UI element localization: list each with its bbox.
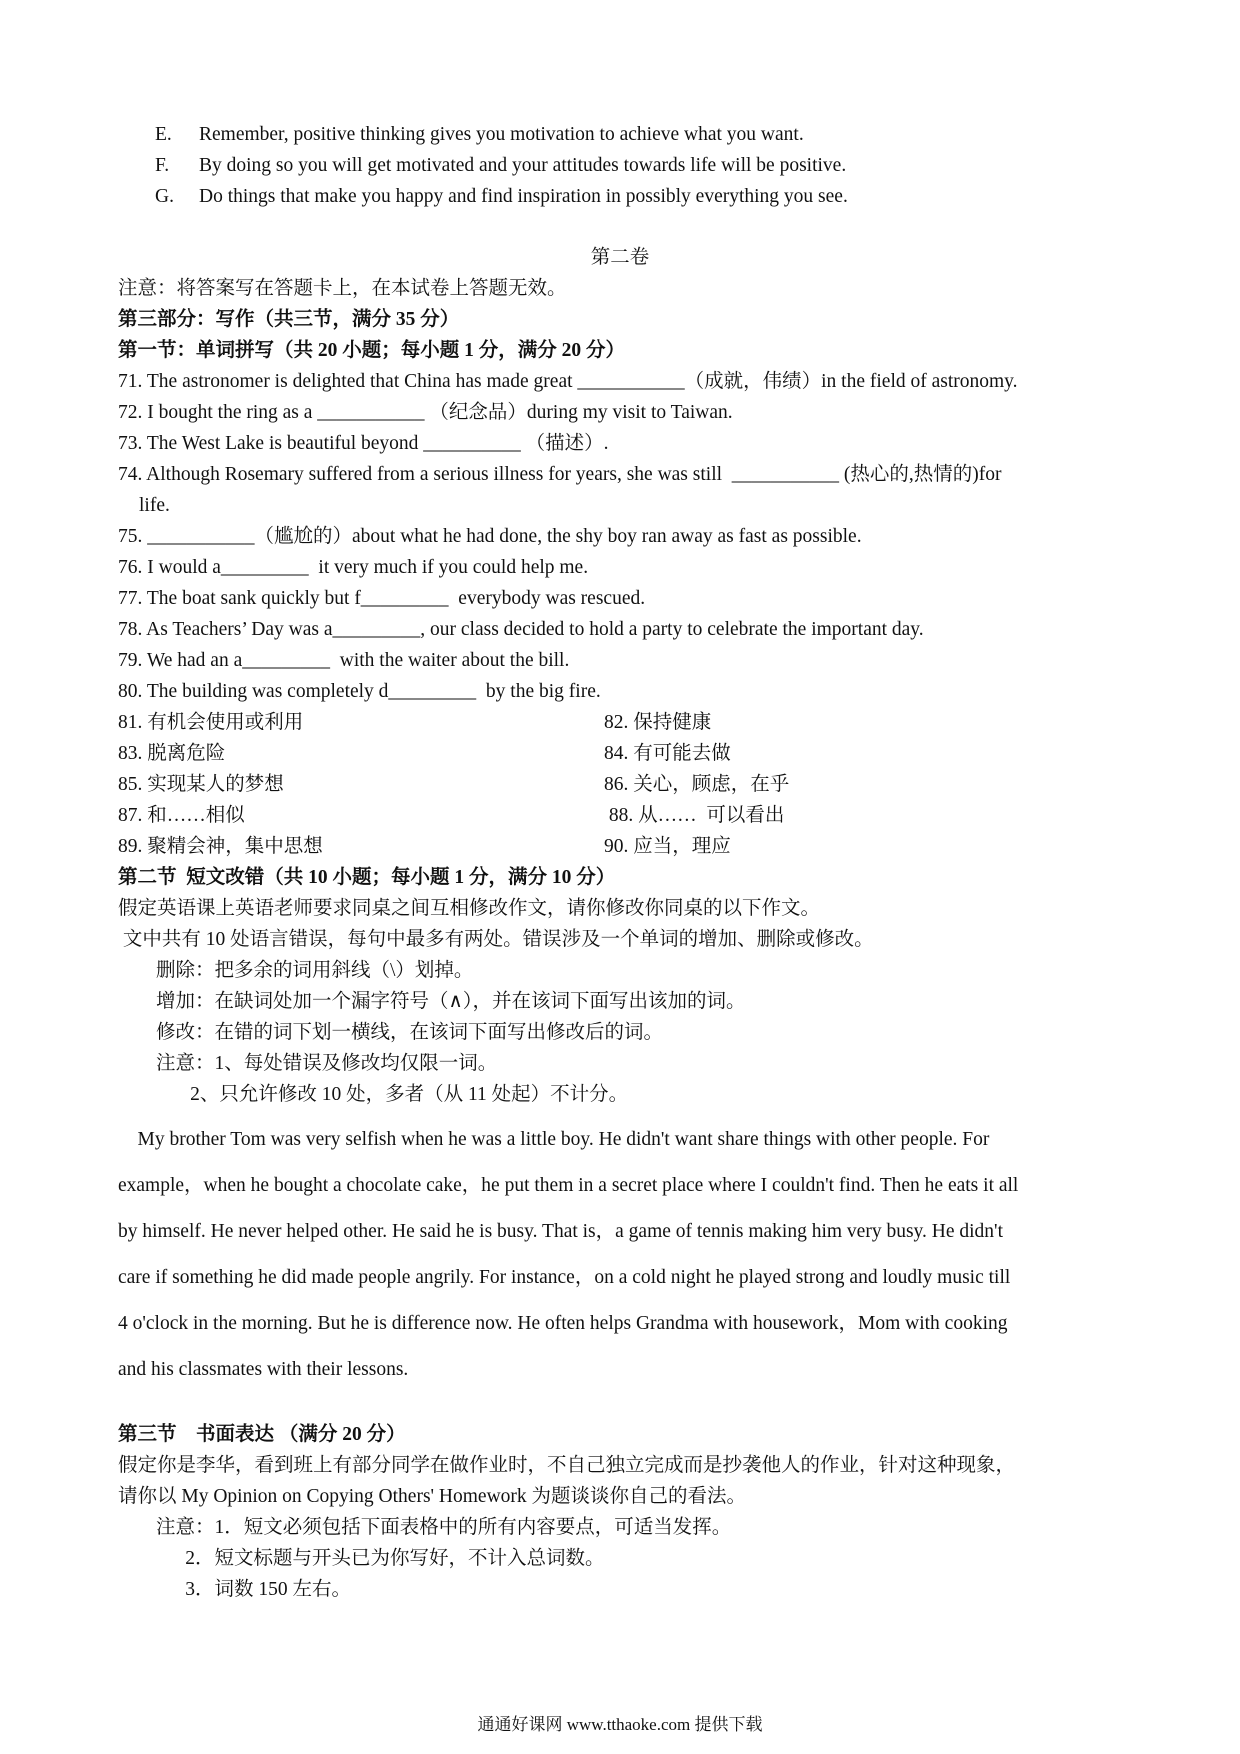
section1-title: 第一节：单词拼写（共 20 小题；每小题 1 分，满分 20 分） <box>118 340 626 361</box>
question-80: 80. The building was completely d_________ by the big fire. <box>118 681 601 702</box>
part3-title: 第三部分：写作（共三节，满分 35 分） <box>118 309 460 330</box>
option-g-text: Do things that make you happy and find inspiration in possibly everything you see. <box>199 186 848 207</box>
section2-intro-1: 假定英语课上英语老师要求同桌之间互相修改作文，请你修改你同桌的以下作文。 <box>118 898 821 919</box>
question-71: 71. The astronomer is delighted that China has made great ___________（成就，伟绩）in the field of astronomy. <box>118 371 1018 392</box>
phrase-84: 84. 有可能去做 <box>604 743 731 764</box>
phrase-86: 86. 关心，顾虑，在乎 <box>604 774 790 795</box>
volume-title: 第二卷 <box>590 247 650 268</box>
passage-line-1: My brother Tom was very selfish when he was a little boy. He didn't want share things with other people. For <box>118 1129 990 1150</box>
phrase-82: 82. 保持健康 <box>604 712 712 733</box>
option-f-letter: F. <box>155 155 170 176</box>
writing-note-3: 3．词数 150 左右。 <box>156 1579 352 1600</box>
option-g-letter: G. <box>155 186 174 207</box>
question-72: 72. I bought the ring as a ___________ （纪念品）during my visit to Taiwan. <box>118 402 733 423</box>
question-75: 75. ___________（尴尬的）about what he had done, the shy boy ran away as fast as possible. <box>118 526 862 547</box>
answer-notice: 注意：将答案写在答题卡上，在本试卷上答题无效。 <box>118 278 567 299</box>
passage-line-6: and his classmates with their lessons. <box>118 1359 409 1380</box>
phrase-87: 87. 和……相似 <box>118 805 245 826</box>
phrase-81: 81. 有机会使用或利用 <box>118 712 304 733</box>
writing-note-1: 注意：1．短文必须包括下面表格中的所有内容要点，可适当发挥。 <box>156 1517 732 1538</box>
phrase-90: 90. 应当，理应 <box>604 836 731 857</box>
rule-delete: 删除：把多余的词用斜线（\）划掉。 <box>156 960 474 981</box>
passage-line-2: example，when he bought a chocolate cake，he put them in a secret place where I couldn't find. Then he eats it all <box>118 1175 1019 1196</box>
option-e-text: Remember, positive thinking gives you motivation to achieve what you want. <box>199 124 804 145</box>
phrase-83: 83. 脱离危险 <box>118 743 226 764</box>
section3-title: 第三节 书面表达 （满分 20 分） <box>118 1424 406 1445</box>
question-74-cont: life. <box>139 495 170 516</box>
option-e-letter: E. <box>155 124 172 145</box>
passage-line-3: by himself. He never helped other. He said he is busy. That is，a game of tennis making him very busy. He didn't <box>118 1221 1003 1242</box>
question-79: 79. We had an a_________ with the waiter about the bill. <box>118 650 570 671</box>
question-73: 73. The West Lake is beautiful beyond __________ （描述）. <box>118 433 609 454</box>
question-76: 76. I would a_________ it very much if you could help me. <box>118 557 589 578</box>
rule-add: 增加：在缺词处加一个漏字符号（∧），并在该词下面写出该加的词。 <box>156 991 746 1012</box>
passage-line-5: 4 o'clock in the morning. But he is difference now. He often helps Grandma with housework，Mom with cooking <box>118 1313 1008 1334</box>
phrase-88: 88. 从…… 可以看出 <box>604 805 785 826</box>
question-77: 77. The boat sank quickly but f_________ everybody was rescued. <box>118 588 646 609</box>
phrase-85: 85. 实现某人的梦想 <box>118 774 284 795</box>
download-footer: 通通好课网 www.tthaoke.com 提供下载 <box>477 1715 763 1734</box>
section3-intro-1: 假定你是李华，看到班上有部分同学在做作业时，不自己独立完成而是抄袭他人的作业，针对这种现象， <box>118 1455 1016 1476</box>
rule-note-1: 注意：1、每处错误及修改均仅限一词。 <box>156 1053 498 1074</box>
section2-intro-2: 文中共有 10 处语言错误，每句中最多有两处。错误涉及一个单词的增加、删除或修改。 <box>118 929 874 950</box>
passage-line-4: care if something he did made people angrily. For instance，on a cold night he played strong and loudly music till <box>118 1267 1011 1288</box>
question-78: 78. As Teachers’ Day was a_________, our class decided to hold a party to celebrate the important day. <box>118 619 924 640</box>
section2-title: 第二节 短文改错（共 10 小题；每小题 1 分，满分 10 分） <box>118 867 616 888</box>
rule-note-2: 2、只允许修改 10 处，多者（从 11 处起）不计分。 <box>156 1084 629 1105</box>
section3-intro-2: 请你以 My Opinion on Copying Others' Homework 为题谈谈你自己的看法。 <box>118 1486 747 1507</box>
phrase-89: 89. 聚精会神，集中思想 <box>118 836 323 857</box>
option-f-text: By doing so you will get motivated and your attitudes towards life will be positive. <box>199 155 847 176</box>
question-74: 74. Although Rosemary suffered from a serious illness for years, she was still ___________ (热心的,热情的)for <box>118 464 1002 485</box>
rule-modify: 修改：在错的词下划一横线，在该词下面写出修改后的词。 <box>156 1022 664 1043</box>
writing-note-2: 2．短文标题与开头已为你写好，不计入总词数。 <box>156 1548 605 1569</box>
